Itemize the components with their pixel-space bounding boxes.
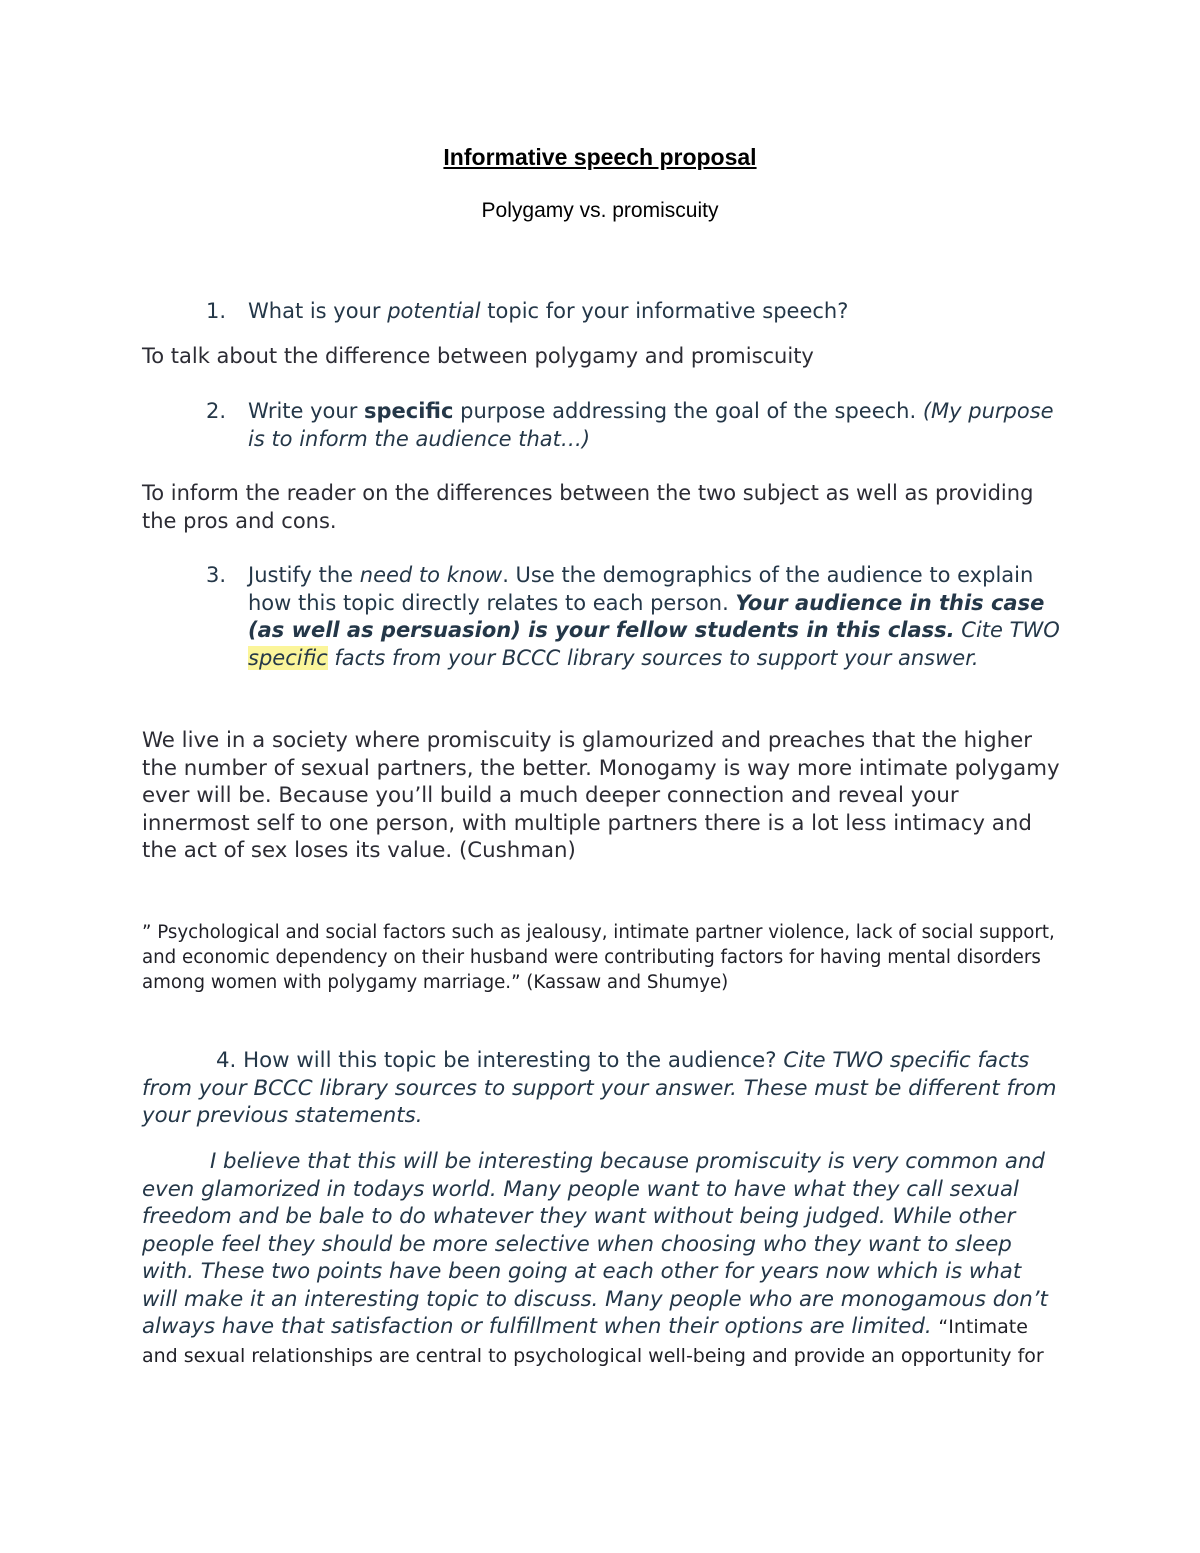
question-2-number: 2. [206,399,227,423]
question-3-emphasis: need to know [359,563,503,587]
answer-1: To talk about the difference between polygamy and promiscuity [142,344,814,368]
answer-4-italic: I believe that this will be interesting because promiscuity is very common and even glamorized in todays world. Many people want to have what they call sexual freedom and be bale to do whatever they want without being judged. While other people feel they should be more selective when choosing who they want to sleep with. These two points have been going at each other for years now which is what will make it an interesting topic to discuss. Many people who are monogamous don’t always have that satisfaction or fulfillment when their options are limited. [142,1149,1048,1339]
question-2-italic: (My purpose is to inform the audience that…) [248,399,1054,451]
answer-4 [142,1148,1062,1370]
question-1 [206,298,1066,326]
question-2-text-a: Write your [248,399,365,423]
question-1-emphasis: potential [387,299,481,323]
question-3-italic-e: Cite TWO [954,618,1060,642]
question-1-text-c: topic for your informative speech? [480,299,849,323]
question-4-italic: Cite TWO specific facts from your BCCC library sources to support your answer. These must be different from your previous statements. [142,1048,1057,1128]
question-2 [206,398,1066,453]
document-title: Informative speech proposal [443,144,757,170]
quote-kassaw-shumye: ” Psychological and social factors such as jealousy, intimate partner violence, lack of social support, and economic dependency on their husband were contributing factors for having mental disorders among women with polygamy marriage.” (Kassaw and Shumye) [142,922,1055,993]
highlighted-word: specific [248,645,328,670]
question-1-number: 1. [206,299,227,323]
answer-3: We live in a society where promiscuity is glamourized and preaches that the higher the number of sexual partners, the better. Monogamy is way more intimate polygamy ever will be. Because you’ll build a much deeper connection and reveal your innermost self to one person, with multiple partners there is a lot less intimacy and the act of sex loses its value. (Cushman) [142,728,1060,863]
question-4 [142,1047,1062,1130]
answer-2: To inform the reader on the differences between the two subject as well as providing the pros and cons. [142,481,1034,533]
question-2-text-c: purpose addressing the goal of the speech. [453,399,923,423]
question-3 [206,562,1066,672]
question-3-text-a: Justify the [248,563,360,587]
question-1-text-a: What is your [248,299,388,323]
question-2-emphasis: specific [364,399,454,423]
question-3-bold-italic: Your audience in this case (as well as persuasion) is your fellow students in this class. [248,590,1045,642]
question-3-italic-g: facts from your BCCC library sources to support your answer. [327,645,979,670]
question-3-text-c: . Use the demographics of the audience to explain how this topic directly relates to each person. [248,563,1034,615]
question-3-number: 3. [206,563,227,587]
document-subtitle: Polygamy vs. promiscuity [481,199,719,222]
answer-4-quote: “Intimate and sexual relationships are central to psychological well-being and provide an opportunity for [142,1316,1044,1367]
question-4-text: 4. How will this topic be interesting to the audience? [216,1048,784,1073]
